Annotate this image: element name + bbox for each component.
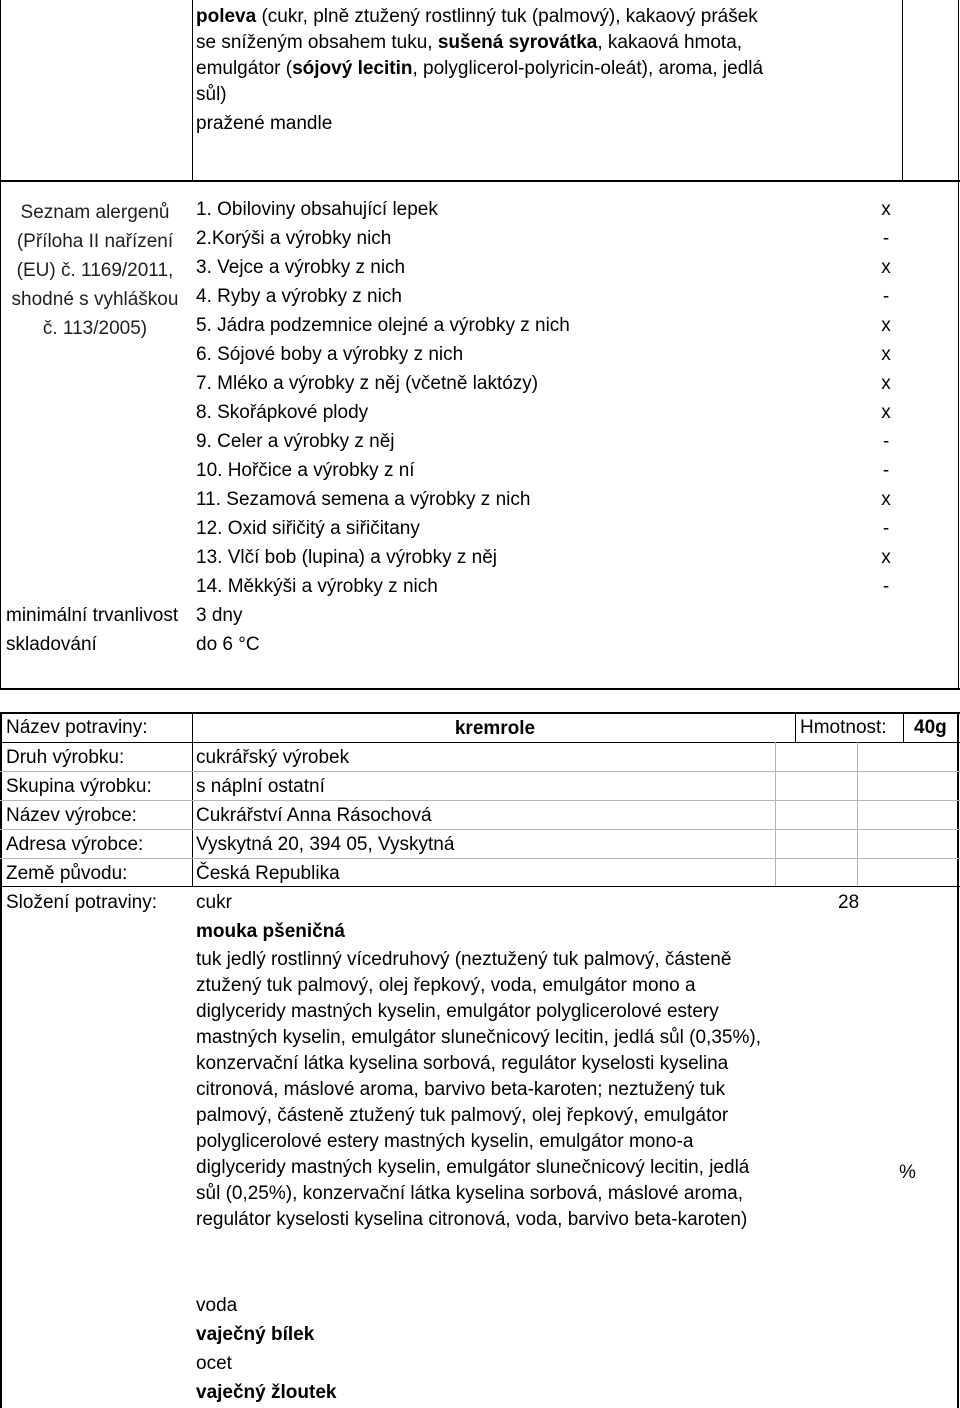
weight-label-left-divider <box>795 712 796 742</box>
allergen-item-mark: x <box>881 257 891 278</box>
coating-text: , polyglicerol-polyricin-oleát), aroma, jedlá <box>412 58 764 79</box>
allergen-item-mark: x <box>881 402 891 423</box>
top-column-divider <box>192 0 193 180</box>
product-type-value: cukrářský výrobek <box>196 747 350 768</box>
row-divider <box>0 800 960 801</box>
section-bottom-border <box>0 688 960 690</box>
origin-country-value: Česká Republika <box>196 863 340 884</box>
row-divider <box>0 886 960 887</box>
allergen-item <box>196 254 916 283</box>
storage-label: skladování <box>6 634 97 655</box>
row-divider <box>0 858 960 859</box>
right-column-divider <box>857 742 858 886</box>
row-divider <box>0 829 960 830</box>
allergen-item-mark: x <box>881 373 891 394</box>
allergen-title-line: Seznam alergenů <box>20 202 170 223</box>
weight-value: 40g <box>914 717 947 738</box>
allergen-title-line: (Příloha II nařízení <box>16 231 174 252</box>
coating-text: , kakaová hmota, <box>597 32 743 53</box>
weight-value-left-divider <box>903 712 904 742</box>
top-right-divider <box>902 0 903 180</box>
coating-text: emulgátor ( <box>196 58 293 79</box>
manufacturer-address-value: Vyskytná 20, 394 05, Vyskytná <box>196 834 455 855</box>
allergen-title-line: (EU) č. 1169/2011, <box>16 260 174 281</box>
row-divider <box>0 742 960 743</box>
coating-text: sůl) <box>196 84 227 105</box>
right-column-divider <box>775 742 776 886</box>
manufacturer-name-label: Název výrobce: <box>6 805 137 826</box>
ingredient-egg-white: vaječný bílek <box>196 1324 315 1345</box>
coating-text: se sníženým obsahem tuku, <box>196 32 438 53</box>
allergen-item-mark: x <box>881 547 891 568</box>
allergen-item <box>196 457 916 486</box>
coating-line <box>196 56 896 82</box>
product-card-left-border <box>0 712 2 1408</box>
allergen-item <box>196 515 916 544</box>
allergen-item-label: 13. Vlčí bob (lupina) a výrobky z něj <box>196 547 497 568</box>
manufacturer-address-label: Adresa výrobce: <box>6 834 144 855</box>
allergen-item-mark: - <box>882 518 890 539</box>
product-group-value: s náplní ostatní <box>196 776 325 797</box>
product-type-label: Druh výrobku: <box>6 747 125 768</box>
allergen-item <box>196 341 916 370</box>
allergen-item-mark: - <box>882 286 890 307</box>
coating-line <box>196 111 896 137</box>
fat-ingredient-line: regulátor kyselosti kyselina citronová, voda, barvivo beta-karoten) <box>196 1209 748 1230</box>
allergen-item-label: 9. Celer a výrobky z něj <box>196 431 395 452</box>
fat-ingredient-line: palmový, částeně ztužený tuk palmový, olej řepkový, emulgátor <box>196 1105 729 1126</box>
allergen-item-mark: - <box>882 576 890 597</box>
allergen-item <box>196 196 916 225</box>
ingredient-water: voda <box>196 1295 238 1316</box>
allergen-item <box>196 370 916 399</box>
allergen-list <box>196 196 916 602</box>
allergen-item-label: 6. Sójové boby a výrobky z nich <box>196 344 464 365</box>
fat-ingredient-line: tuk jedlý rostlinný vícedruhový (neztužený tuk palmový, částeně <box>196 949 732 970</box>
allergen-item-label: 4. Ryby a výrobky z nich <box>196 286 402 307</box>
product-label-divider <box>192 712 193 886</box>
allergen-item-label: 3. Vejce a výrobky z nich <box>196 257 406 278</box>
allergen-item-mark: - <box>882 431 890 452</box>
product-group-label: Skupina výrobku: <box>6 776 152 797</box>
product-name-value: kremrole <box>454 718 536 739</box>
sugar-percent: 28 <box>838 892 860 913</box>
allergen-item-label: 2.Korýši a výrobky nich <box>196 228 392 249</box>
allergen-item-label: 11. Sezamová semena a výrobky z nich <box>196 489 531 510</box>
allergen-item <box>196 225 916 254</box>
composition-label: Složení potraviny: <box>6 892 158 913</box>
allergen-item-mark: x <box>881 344 891 365</box>
shelf-life-value: 3 dny <box>196 605 243 626</box>
fat-ingredient-line: citronová, máslové aroma, barvivo beta-karoten; neztužený tuk <box>196 1079 726 1100</box>
fat-ingredient-line: polyglicerolové estery mastných kyselin, emulgátor mono-a <box>196 1131 694 1152</box>
allergen-item <box>196 573 916 602</box>
coating-text: (cukr, plně ztužený rostlinný tuk (palmový), kakaový prášek <box>256 6 758 27</box>
top-section-divider <box>0 180 960 182</box>
allergen-item-label: 1. Obiloviny obsahující lepek <box>196 199 438 220</box>
allergen-title-line: shodné s vyhláškou <box>11 289 179 310</box>
fat-ingredient-line: konzervační látka kyselina sorbová, regulátor kyselosti kyselina <box>196 1053 729 1074</box>
product-name-label: Název potraviny: <box>6 717 148 738</box>
shelf-life-label: minimální trvanlivost <box>6 605 179 626</box>
allergen-item <box>196 544 916 573</box>
fat-ingredient-line: diglyceridy mastných kyselin, emulgátor slunečnicový lecitin, jedlá <box>196 1157 750 1178</box>
manufacturer-name-value: Cukrářství Anna Rásochová <box>196 805 432 826</box>
fat-ingredient-line: sůl (0,25%), konzervační látka kyselina sorbová, máslové aroma, <box>196 1183 744 1204</box>
row-divider <box>0 771 960 772</box>
allergen-item <box>196 428 916 457</box>
percent-symbol: % <box>899 1162 916 1183</box>
coating-allergen-text: poleva <box>196 6 257 27</box>
allergen-item-mark: x <box>881 199 891 220</box>
coating-ingredients <box>196 4 896 137</box>
ingredient-vinegar: ocet <box>196 1353 232 1374</box>
allergen-item-label: 12. Oxid siřičitý a siřičitany <box>196 518 420 539</box>
allergen-title-line: č. 113/2005) <box>42 318 148 339</box>
coating-text: pražené mandle <box>196 113 333 134</box>
product-card-top-border <box>0 712 960 714</box>
storage-value: do 6 °C <box>196 634 260 655</box>
fat-ingredient-line: mastných kyselin, emulgátor slunečnicový lecitin, jedlá sůl (0,35%), <box>196 1027 761 1048</box>
fat-ingredient-line: diglyceridy mastných kyselin, emulgátor polyglicerolové estery <box>196 1001 719 1022</box>
coating-line <box>196 82 896 108</box>
allergen-item-label: 14. Měkkýši a výrobky z nich <box>196 576 438 597</box>
allergen-item-label: 7. Mléko a výrobky z něj (včetně laktózy) <box>196 373 539 394</box>
allergen-item <box>196 312 916 341</box>
weight-label: Hmotnost: <box>800 717 887 738</box>
allergen-item-mark: - <box>882 460 890 481</box>
ingredient-sugar: cukr <box>196 892 232 913</box>
coating-line <box>196 4 896 30</box>
coating-line <box>196 30 896 56</box>
allergen-item-label: 10. Hořčice a výrobky z ní <box>196 460 415 481</box>
allergen-item <box>196 399 916 428</box>
allergen-item <box>196 486 916 515</box>
coating-allergen-text: sušená syrovátka <box>437 32 598 53</box>
top-right-border <box>958 0 959 690</box>
top-left-border <box>0 0 1 690</box>
coating-allergen-text: sójový lecitin <box>292 58 413 79</box>
allergen-item <box>196 283 916 312</box>
ingredient-flour: mouka pšeničná <box>196 921 345 942</box>
product-card-right-border <box>957 712 959 1408</box>
allergen-item-mark: x <box>881 315 891 336</box>
allergen-item-mark: x <box>881 489 891 510</box>
origin-country-label: Země původu: <box>6 863 128 884</box>
allergen-list-title <box>2 198 188 343</box>
fat-ingredient-line: ztužený tuk palmový, olej řepkový, voda, emulgátor mono a <box>196 975 696 996</box>
allergen-item-mark: - <box>882 228 890 249</box>
ingredient-egg-yolk: vaječný žloutek <box>196 1382 337 1403</box>
ingredient-vegetable-fat <box>196 947 796 1233</box>
allergen-item-label: 8. Skořápkové plody <box>196 402 369 423</box>
allergen-item-label: 5. Jádra podzemnice olejné a výrobky z nich <box>196 315 570 336</box>
